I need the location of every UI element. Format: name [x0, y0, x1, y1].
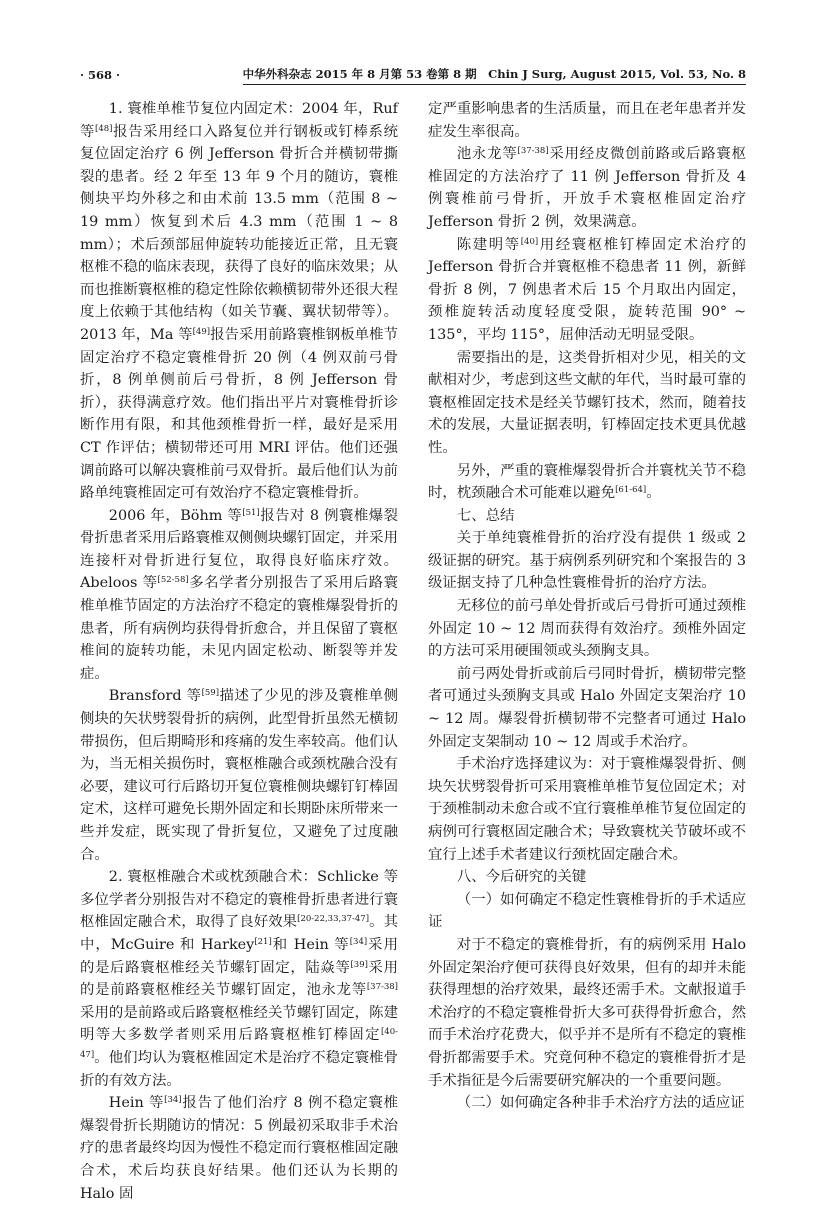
paragraph — [80, 98, 398, 505]
paragraph — [428, 889, 746, 934]
paragraph-text: 采用的是前路寰枢椎经关节螺钉固定，池永龙等 — [80, 959, 398, 999]
paragraph-text: （一）如何确定不稳定性寰椎骨折的手术适应证 — [428, 891, 746, 931]
citation-ref: [34] — [164, 1095, 182, 1106]
paragraph — [428, 143, 746, 233]
paragraph-text: 用经寰枢椎钉棒固定术治疗的 Jefferson 骨折合并寰枢椎不稳患者 11 例，新鲜骨折 8 例，7 例患者术后 15 个月取出内固定，颈椎旋转活动度轻度受限，旋转范围 90° ~ 135°，平均 115°，屈伸活动无明显受限。 — [428, 236, 746, 343]
citation-ref: [48] — [95, 123, 113, 134]
paragraph-text: 。 — [646, 485, 661, 502]
paragraph-text: 采用的是后路寰枢椎经关节螺钉固定，陆焱等 — [80, 936, 398, 976]
paragraph-text: 采用的是前路或后路寰枢椎经关节螺钉固定，陈建明等大多数学者则采用后路寰枢椎钉棒固定 — [80, 1004, 398, 1044]
paragraph-text: 报告采用前路寰椎钢板单椎节固定治疗不稳定寰椎骨折 20 例（4 例双前弓骨折，8 例单侧前后弓骨折，8 例 Jefferson 骨折），获得满意疗效。他们指出平片对寰椎骨折诊断作用有限，和其他颈椎骨折一样，最好是采用 CT 作评估；横韧带还可用 MRI 评估。他们还强调前路可以解决寰椎前弓双骨折。最后他们认为前路单纯寰椎固定可有效治疗不稳定寰椎骨折。 — [80, 326, 398, 502]
citation-ref: [40] — [520, 236, 539, 247]
paragraph-text: 池永龙等 — [456, 146, 518, 163]
paragraph-text: 定严重影响患者的生活质量，而且在老年患者并发症发生率很高。 — [428, 101, 746, 140]
paragraph-text: 1. 寰椎单椎节复位内固定术：2004 年，Ruf 等 — [80, 101, 398, 140]
paragraph — [428, 663, 746, 753]
paragraph-text: Hein 等 — [108, 1095, 165, 1112]
paragraph — [428, 460, 746, 505]
paragraph — [80, 505, 398, 686]
paragraph-text: 对于不稳定的寰椎骨折，有的病例采用 Halo 外固定架治疗便可获得良好效果，但有的却并未能获得理想的治疗效果，最终还需手术。文献报道手术治疗的不稳定寰椎骨折大多可获得骨折愈合，然而手术治疗花费大，似乎并不是所有不稳定的寰椎骨折都需要手术。究竟何种不稳定的寰椎骨折才是手术指征是今后需要研究解决的一个重要问题。 — [428, 936, 746, 1089]
paragraph-text: 多名学者分别报告了采用后路寰椎单椎节固定的方法治疗不稳定的寰椎爆裂骨折的患者，所有病例均获得骨折愈合，并且保留了寰枢椎间的旋转功能，未见内固定松动、断裂等并发症。 — [80, 575, 398, 682]
section-heading — [428, 866, 746, 889]
citation-ref: [21] — [254, 936, 272, 947]
paragraph-text: 报告对 8 例寰椎爆裂骨折患者采用后路寰椎双侧侧块螺钉固定，并采用连接杆对骨折进行复位，取得良好临床疗效。Abeloos 等 — [80, 507, 398, 592]
citation-ref: [20-22,33,37-47] — [297, 914, 370, 925]
paragraph-text: 。其中，McGuire 和 Harkey — [80, 914, 398, 953]
paragraph — [80, 1092, 398, 1205]
paragraph-text: 前弓两处骨折或前后弓同时骨折，横韧带完整者可通过头颈胸支具或 Halo 外固定支架治疗 10 ~ 12 周。爆裂骨折横韧带不完整者可通过 Halo 外固定支架制动 10 ~ 12 周或手术治疗。 — [428, 665, 746, 750]
citation-ref: [39] — [350, 959, 368, 970]
paragraph — [428, 1092, 746, 1115]
right-column — [428, 98, 746, 1115]
paragraph — [428, 234, 746, 347]
paragraph-text: 手术治疗选择建议为：对于寰椎爆裂骨折、侧块矢状劈裂骨折可采用寰椎单椎节复位固定术；对于颈椎制动未愈合或不宜行寰椎单椎节复位固定的病例可行寰枢固定融合术；导致寰枕关节破坏或不宜行上述手术者建议行颈枕固定融合术。 — [428, 756, 746, 863]
paragraph-text: 无移位的前弓单处骨折或后弓骨折可通过颈椎外固定 10 ~ 12 周而获得有效治疗。颈椎外固定的方法可采用硬围领或头颈胸支具。 — [428, 598, 746, 660]
citation-ref: [61-64] — [615, 485, 647, 496]
paragraph — [428, 527, 746, 595]
paragraph-text: 报告了他们治疗 8 例不稳定寰椎爆裂骨折长期随访的情况：5 例最初采取非手术治疗的患者最终均因为慢性不稳定而行寰枢椎固定融合术，术后均获良好结果。他们还认为长期的 Halo 固 — [80, 1095, 398, 1202]
paragraph-text: 和 Hein 等 — [271, 936, 350, 953]
paragraph — [428, 98, 746, 143]
paragraph-text: 描述了少见的涉及寰椎单侧侧块的矢状劈裂骨折的病例，此型骨折虽然无横韧带损伤，但后期畸形和疼痛的发生率较高。他们认为，当无相关损伤时，寰枢椎融合或颈枕融合没有必要，建议可行后路切开复位寰椎侧块螺钉钉棒固定术，这样可避免长期外固定和长期卧床所带来一些并发症，既实现了骨折复位，又避免了过度融合。 — [80, 688, 398, 863]
paragraph-text: 需要指出的是，这类骨折相对少见，相关的文献相对少，考虑到这些文献的年代，当时最可靠的寰枢椎固定技术是经关节螺钉技术，然而，随着技术的发展，大量证据表明，钉棒固定技术更具优越性。 — [428, 349, 746, 456]
section-heading — [428, 505, 746, 528]
citation-ref: [37-38] — [366, 982, 398, 993]
paragraph-text: 另外，严重的寰椎爆裂骨折合并寰枕关节不稳时，枕颈融合术可能难以避免 — [428, 462, 746, 502]
paragraph-text: 。他们均认为寰枢椎固定术是治疗不稳定寰椎骨折的有效方法。 — [80, 1049, 398, 1089]
page-number: · 568 · — [80, 68, 121, 82]
citation-ref: [37-38] — [517, 146, 549, 157]
paragraph-text: 七、总结 — [456, 507, 515, 524]
paragraph-text: 八、今后研究的关键 — [456, 869, 587, 886]
paragraph-text: 陈建明等 — [456, 236, 521, 253]
paragraph-text: 报告采用经口入路复位并行钢板或钉棒系统复位固定治疗 6 例 Jefferson 骨折合并横韧带撕裂的患者。经 2 年至 13 年 9 个月的随访，寰椎侧块平均外移之和由术前 13.5 mm（范围 8 ~ 19 mm）恢复到术后 4.3 mm（范围 1 ~ 8 mm）；术后颈部屈伸旋转功能接近正常，且无寰枢椎不稳的临床表现，获得了良好的临床效果；从而也推断寰枢椎的稳定性除依赖横韧带外还很大程度上依赖于其他结构（如关节囊、翼状韧带等）。2013 年，Ma 等 — [80, 123, 398, 343]
paragraph-text: （二）如何确定各种非手术治疗方法的适应证 — [456, 1095, 745, 1112]
citation-ref: [59] — [201, 688, 220, 699]
paragraph-text: 关于单纯寰椎骨折的治疗没有提供 1 级或 2 级证据的研究。基于病例系列研究和个案报告的 3 级证据支持了几种急性寰椎骨折的治疗方法。 — [428, 530, 746, 592]
citation-ref: [40-47] — [80, 1027, 398, 1060]
paragraph — [80, 685, 398, 866]
citation-ref: [52-58] — [157, 575, 189, 586]
paragraph-text: 2. 寰枢椎融合术或枕颈融合术：Schlicke 等多位学者分别报告对不稳定的寰椎骨折患者进行寰枢椎固定融合术，取得了良好效果 — [80, 869, 398, 931]
journal-citation: 中华外科杂志 2015 年 8 月第 53 卷第 8 期 Chin J Surg, August 2015, Vol. 53, No. 8 — [243, 66, 746, 85]
left-column — [80, 98, 398, 1205]
running-header — [80, 66, 746, 86]
paragraph — [80, 866, 398, 1092]
citation-ref: [49] — [192, 326, 211, 337]
citation-ref: [34] — [349, 936, 368, 947]
paragraph-text: 2006 年，Böhm 等 — [108, 507, 243, 524]
paragraph-text: Bransford 等 — [108, 688, 202, 705]
paragraph — [428, 934, 746, 1092]
paragraph — [428, 595, 746, 663]
paragraph — [428, 753, 746, 866]
paragraph — [428, 347, 746, 460]
paragraph-text: 采用经皮微创前路或后路寰枢椎固定的方法治疗了 11 例 Jefferson 骨折及 4 例寰椎前弓骨折，开放手术寰枢椎固定治疗 Jefferson 骨折 2 例，效果满意。 — [428, 146, 746, 230]
citation-ref: [51] — [242, 507, 260, 518]
